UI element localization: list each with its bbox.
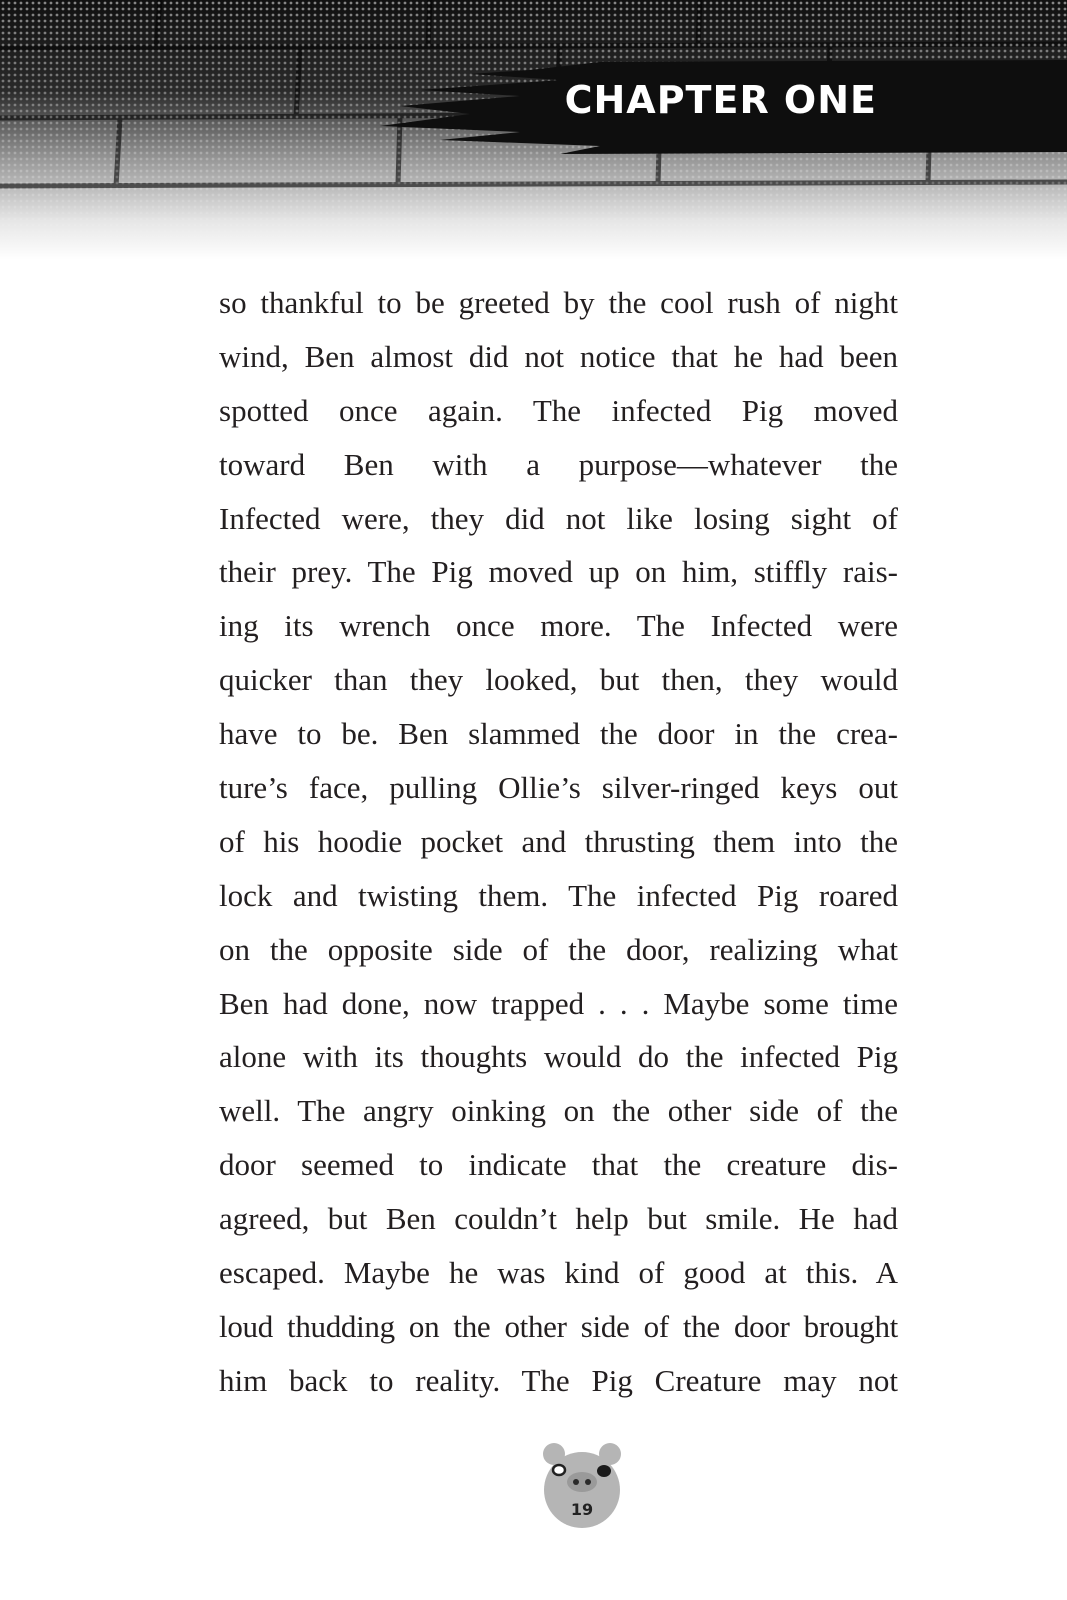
text-line: him back to reality. The Pig Creature may not — [219, 1362, 898, 1398]
text-line: agreed, but Ben couldn’t help but smile. He had — [219, 1201, 898, 1237]
text-line: wind, Ben almost did not notice that he had been — [219, 338, 898, 374]
text-line: their prey. The Pig moved up on him, stiffly rais- — [219, 554, 898, 590]
pig-face-icon — [540, 1440, 624, 1536]
page-number: 19 — [570, 1500, 594, 1519]
text-line: door seemed to indicate that the creature dis- — [219, 1147, 898, 1183]
chapter-title: CHAPTER ONE — [564, 78, 877, 122]
page-folio — [540, 1440, 624, 1536]
text-line: lock and twisting them. The infected Pig roared — [219, 877, 898, 913]
text-line: toward Ben with a purpose—whatever the — [219, 446, 898, 482]
text-line: so thankful to be greeted by the cool rush of night — [219, 285, 898, 320]
chapter-header-band — [0, 0, 1067, 260]
text-line: ing its wrench once more. The Infected were — [219, 608, 898, 644]
text-line: escaped. Maybe he was kind of good at this. A — [219, 1255, 898, 1291]
text-line: ture’s face, pulling Ollie’s silver-ringed keys out — [219, 770, 898, 806]
text-line: spotted once again. The infected Pig moved — [219, 392, 898, 428]
text-line: quicker than they looked, but then, they would — [219, 662, 898, 698]
text-line: of his hoodie pocket and thrusting them into the — [219, 823, 898, 859]
text-line: on the opposite side of the door, realizing what — [219, 931, 898, 967]
text-line: Ben had done, now trapped . . . Maybe some time — [219, 985, 898, 1021]
text-line: have to be. Ben slammed the door in the crea- — [219, 716, 898, 752]
text-line: well. The angry oinking on the other side of the — [219, 1093, 898, 1129]
text-line: loud thudding on the other side of the door brought — [219, 1308, 898, 1344]
text-line: Infected were, they did not like losing sight of — [219, 500, 898, 536]
halftone-brick-background — [0, 0, 1067, 260]
body-text — [219, 276, 898, 1408]
text-line: alone with its thoughts would do the infected Pig — [219, 1039, 898, 1075]
